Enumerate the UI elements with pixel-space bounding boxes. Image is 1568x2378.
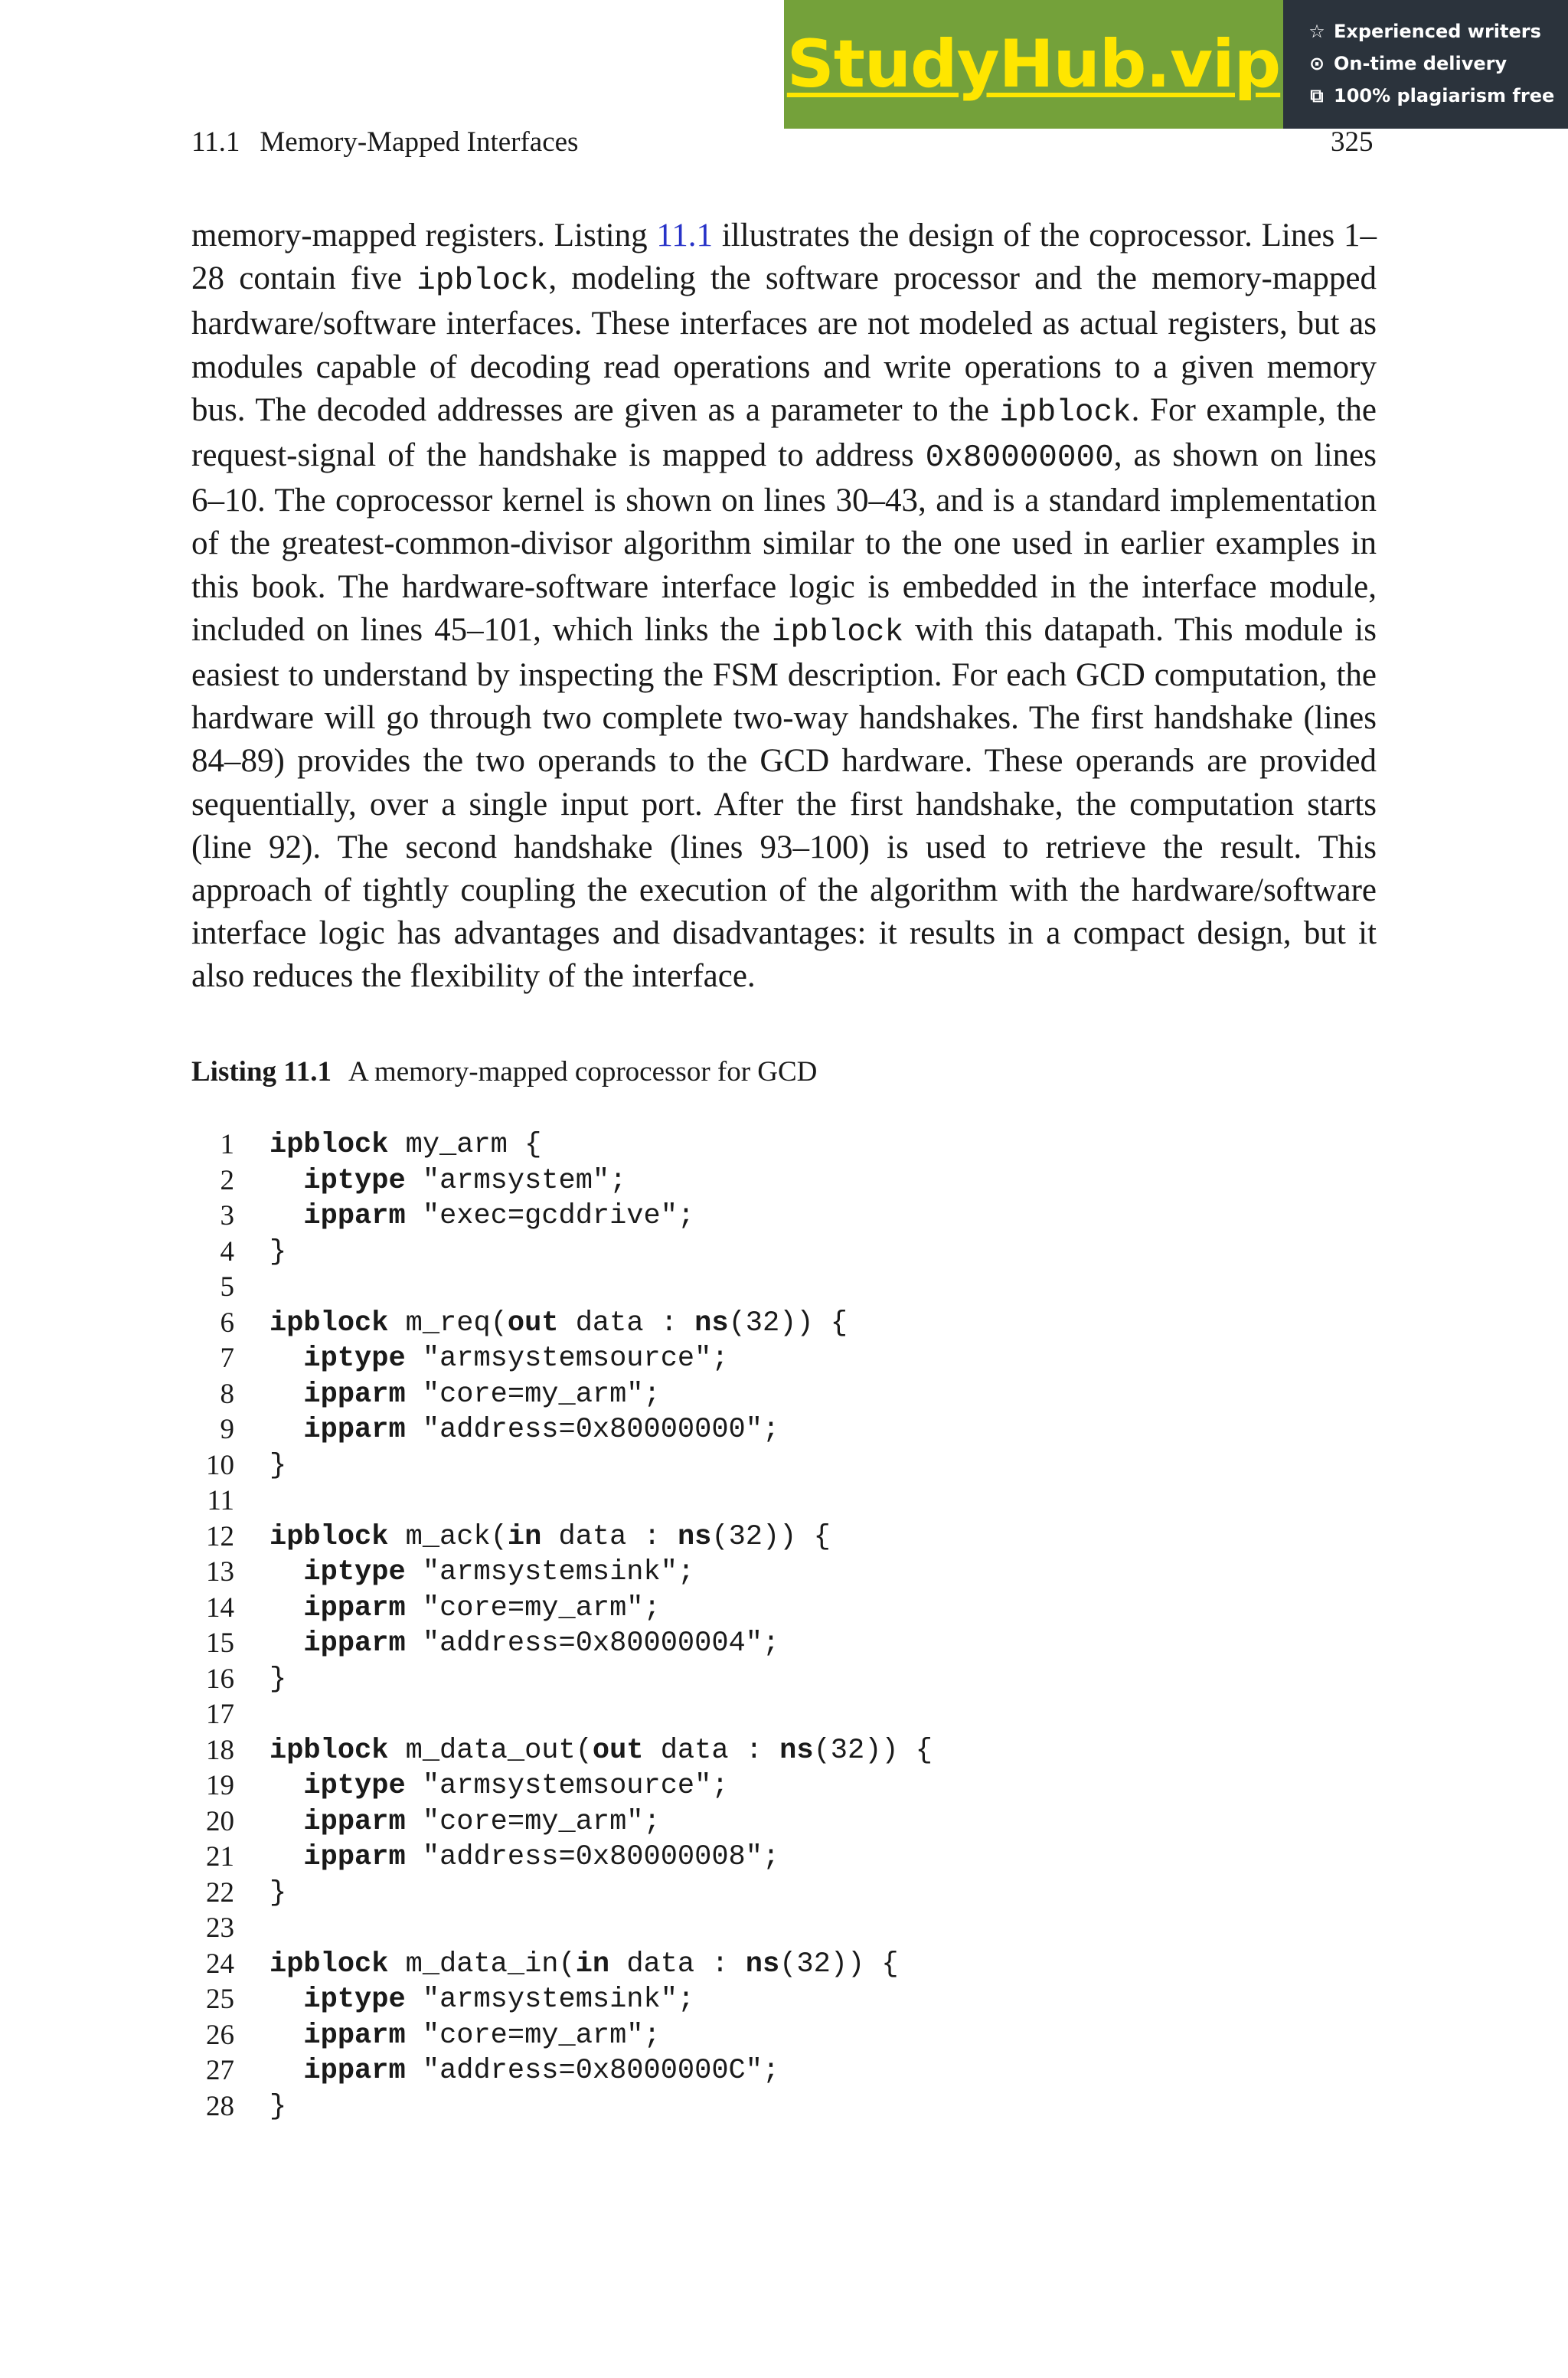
code-keyword: ipparm	[303, 1805, 406, 1838]
line-number: 23	[206, 1912, 234, 1944]
section-number: 11.1	[191, 126, 240, 158]
text-run: . For example, the request-signal of the handshake is mapped to address	[191, 391, 1377, 474]
banner-feature	[1306, 80, 1568, 112]
code-line	[191, 1127, 1340, 1163]
code-keyword: ipparm	[303, 1627, 406, 1660]
code-token: "core=my_arm";	[405, 1591, 661, 1624]
code-keyword: iptype	[303, 1770, 406, 1802]
section-title: Memory-Mapped Interfaces	[260, 126, 579, 158]
code-line	[191, 1448, 1340, 1484]
line-number: 14	[206, 1591, 234, 1624]
line-number: 19	[206, 1770, 234, 1801]
code-token: }	[270, 1235, 287, 1268]
code-token	[270, 1806, 303, 1838]
code-token: }	[270, 1876, 287, 1909]
code-line	[191, 1982, 1340, 2018]
code-inline: ipblock	[771, 614, 904, 650]
code-keyword: in	[507, 1520, 542, 1553]
line-number: 16	[206, 1663, 234, 1695]
code-text	[270, 2089, 286, 2125]
code-token: "armsystemsource";	[405, 1343, 729, 1375]
banner-feature	[1306, 47, 1568, 80]
code-token: data :	[541, 1520, 678, 1553]
code-keyword: ns	[677, 1520, 712, 1553]
code-keyword: ns	[779, 1734, 814, 1767]
code-line	[191, 1591, 1340, 1627]
text-run: , as shown on lines 6–10. The coprocessor kernel is shown on lines 30–43, and is a standard implementation of the greatest-common-divisor algorithm similar to the one used in earlier examples in this book. The hardware-software interface logic is embedded in the interface module, included on lines 45–101, which links the	[191, 437, 1377, 648]
code-token	[270, 1770, 303, 1802]
code-token: data :	[609, 1948, 746, 1981]
running-head	[191, 126, 578, 159]
code-text	[270, 1733, 933, 1769]
text-run: memory-mapped registers. Listing	[191, 218, 657, 254]
code-keyword: ipblock	[270, 1129, 389, 1161]
code-text	[270, 1377, 661, 1413]
code-inline: 0x80000000	[925, 440, 1114, 476]
banner-feature-text: Experienced writers	[1334, 21, 1541, 42]
code-token	[270, 1556, 303, 1588]
code-token: (32)) {	[779, 1948, 899, 1981]
line-number: 12	[206, 1520, 234, 1552]
logo-text: StudyHub.vip	[786, 26, 1281, 103]
line-number: 9	[220, 1414, 234, 1445]
text-run: with this datapath. This module is easiest to understand by inspecting the FSM description. For each GCD computation, the hardware will go through two complete two-way handshakes. The first handshake (lines 84–89) provides the two operands to the GCD hardware. These operands are provided sequentially, over a single input port. After the first handshake, the computation starts (line 92). The second handshake (lines 93–100) is used to retrieve the result. This approach of tightly coupling the execution of the algorithm with the hardware/software interface logic has advantages and disadvantages: it results in a compact design, but it also reduces the flexibility of the interface.	[191, 611, 1377, 995]
code-text	[270, 2018, 661, 2054]
code-keyword: ns	[694, 1307, 729, 1339]
code-token: "armsystemsink";	[405, 1984, 695, 2016]
line-number: 8	[220, 1378, 234, 1410]
code-keyword: ns	[745, 1948, 780, 1981]
line-number: 1	[220, 1129, 234, 1160]
code-keyword: out	[592, 1734, 644, 1767]
code-token	[270, 1343, 303, 1375]
line-number: 2	[220, 1164, 234, 1196]
code-line	[191, 1199, 1340, 1235]
code-line	[191, 2089, 1340, 2125]
code-token	[270, 2055, 303, 2087]
code-line	[191, 1697, 1340, 1733]
code-token: m_data_out(	[388, 1734, 593, 1767]
code-token: "core=my_arm";	[405, 2019, 661, 2052]
caption-text: A memory-mapped coprocessor for GCD	[348, 1056, 818, 1088]
copy-check-icon: ⧉	[1310, 85, 1324, 106]
code-line	[191, 1235, 1340, 1271]
line-number: 5	[220, 1271, 234, 1303]
line-number: 17	[206, 1699, 234, 1730]
code-line	[191, 1876, 1340, 1912]
code-token: "core=my_arm";	[405, 1378, 661, 1411]
banner-feature	[1306, 15, 1568, 47]
code-line	[191, 2018, 1340, 2054]
code-text	[270, 1448, 286, 1484]
code-line	[191, 1519, 1340, 1555]
banner-feature-text: 100% plagiarism free	[1334, 85, 1555, 106]
code-line	[191, 1768, 1340, 1804]
code-token: "address=0x80000000";	[405, 1414, 780, 1446]
code-keyword: ipparm	[303, 2055, 406, 2087]
code-token: "armsystemsink";	[405, 1556, 695, 1588]
code-token	[270, 1200, 303, 1232]
code-text	[270, 1947, 899, 1983]
code-line	[191, 1412, 1340, 1448]
line-number: 15	[206, 1627, 234, 1659]
line-number: 7	[220, 1343, 234, 1374]
code-token: m_ack(	[388, 1520, 508, 1553]
code-token: "armsystemsource";	[405, 1770, 729, 1802]
code-listing	[191, 1127, 1340, 2124]
line-number: 10	[206, 1449, 234, 1481]
code-keyword: ipblock	[270, 1734, 389, 1767]
code-keyword: in	[575, 1948, 610, 1981]
code-text	[270, 1982, 694, 2018]
line-number: 28	[206, 2090, 234, 2122]
line-number: 27	[206, 2055, 234, 2086]
listing-link[interactable]: 11.1	[656, 218, 714, 254]
code-text	[270, 1306, 848, 1342]
code-keyword: ipparm	[303, 1841, 406, 1873]
code-line	[191, 1733, 1340, 1769]
code-token	[270, 1165, 303, 1197]
code-keyword: iptype	[303, 1984, 406, 2016]
code-token	[270, 1414, 303, 1446]
code-token: "address=0x80000008";	[405, 1841, 780, 1873]
line-number: 3	[220, 1200, 234, 1232]
star-outline-icon: ☆	[1308, 21, 1325, 42]
code-token	[270, 1627, 303, 1660]
code-text	[270, 1412, 779, 1448]
code-line	[191, 1804, 1340, 1840]
line-number: 6	[220, 1307, 234, 1339]
code-line	[191, 1377, 1340, 1413]
code-line	[191, 1911, 1340, 1947]
line-number: 11	[207, 1485, 234, 1516]
code-token: (32)) {	[711, 1520, 831, 1553]
code-token: my_arm {	[388, 1129, 542, 1161]
code-token: "address=0x8000000C";	[405, 2055, 780, 2087]
code-keyword: iptype	[303, 1343, 406, 1375]
code-keyword: iptype	[303, 1164, 406, 1197]
code-keyword: out	[507, 1307, 559, 1339]
code-text	[270, 1662, 286, 1698]
code-token: "exec=gcddrive";	[405, 1200, 695, 1232]
code-line	[191, 1306, 1340, 1342]
code-keyword: ipparm	[303, 1591, 406, 1624]
code-token	[270, 1379, 303, 1411]
body-paragraph	[191, 214, 1377, 999]
code-token: "core=my_arm";	[405, 1805, 661, 1838]
text-run: , modeling the software processor and the memory-mapped hardware/software interfaces. These interfaces are not modeled as actual registers, but as modules capable of decoding read operations and write operations to a given memory bus. The decoded addresses are given as a parameter to the	[191, 260, 1377, 428]
banner-features	[1283, 0, 1568, 129]
code-line	[191, 1341, 1340, 1377]
code-token	[270, 1841, 303, 1873]
code-text	[270, 2053, 779, 2089]
code-text	[270, 1341, 729, 1377]
code-inline: ipblock	[416, 263, 549, 299]
code-line	[191, 1483, 1340, 1519]
code-keyword: ipparm	[303, 1200, 406, 1232]
line-number: 25	[206, 1984, 234, 2015]
code-text	[270, 1768, 729, 1804]
code-token	[270, 1984, 303, 2016]
code-token: m_req(	[388, 1307, 508, 1339]
code-text	[270, 1235, 286, 1271]
line-number: 22	[206, 1876, 234, 1909]
code-text	[270, 1555, 694, 1591]
code-token: }	[270, 1663, 287, 1696]
code-token	[270, 1592, 303, 1624]
code-keyword: ipparm	[303, 1378, 406, 1411]
code-keyword: ipblock	[270, 1520, 389, 1553]
ad-banner[interactable]	[784, 0, 1568, 129]
code-line	[191, 2053, 1340, 2089]
code-token: (32)) {	[813, 1734, 933, 1767]
code-token: }	[270, 1449, 287, 1482]
code-keyword: ipblock	[270, 1307, 389, 1339]
code-token	[270, 2020, 303, 2052]
code-token: "armsystem";	[405, 1164, 627, 1197]
code-line	[191, 1163, 1340, 1199]
code-keyword: ipparm	[303, 2019, 406, 2052]
studyhub-logo[interactable]	[784, 0, 1283, 129]
code-text	[270, 1804, 661, 1840]
code-line	[191, 1555, 1340, 1591]
code-token: m_data_in(	[388, 1948, 576, 1981]
code-text	[270, 1840, 779, 1876]
code-line	[191, 1270, 1340, 1306]
code-token: "address=0x80000004";	[405, 1627, 780, 1660]
line-number: 21	[206, 1841, 234, 1873]
line-number: 18	[206, 1734, 234, 1766]
code-text	[270, 1519, 831, 1555]
code-line	[191, 1947, 1340, 1983]
line-number: 24	[206, 1948, 234, 1980]
code-keyword: ipblock	[270, 1948, 389, 1981]
line-number: 26	[206, 2019, 234, 2051]
code-text	[270, 1163, 626, 1199]
code-token: (32)) {	[728, 1307, 848, 1339]
code-token: }	[270, 2090, 287, 2123]
code-line	[191, 1662, 1340, 1698]
code-token: data :	[558, 1307, 695, 1339]
text-run: illustrates the design of the coprocessor. Lines 1–28 contain five	[191, 218, 1377, 297]
line-number: 4	[220, 1235, 234, 1268]
code-text	[270, 1626, 779, 1662]
page-number: 325	[1331, 126, 1374, 158]
caption-label: Listing 11.1	[191, 1056, 332, 1088]
code-text	[270, 1127, 541, 1163]
line-number: 20	[206, 1805, 234, 1837]
listing-caption	[191, 1055, 817, 1088]
code-line	[191, 1840, 1340, 1876]
banner-feature-text: On-time delivery	[1334, 53, 1508, 74]
code-text	[270, 1876, 286, 1912]
code-keyword: ipparm	[303, 1414, 406, 1446]
code-text	[270, 1199, 694, 1235]
code-token: data :	[643, 1734, 780, 1767]
code-text	[270, 1591, 661, 1627]
clock-icon: ⊙	[1308, 53, 1325, 74]
line-number: 13	[206, 1556, 234, 1588]
code-inline: ipblock	[999, 394, 1132, 430]
code-keyword: iptype	[303, 1556, 406, 1588]
code-line	[191, 1626, 1340, 1662]
